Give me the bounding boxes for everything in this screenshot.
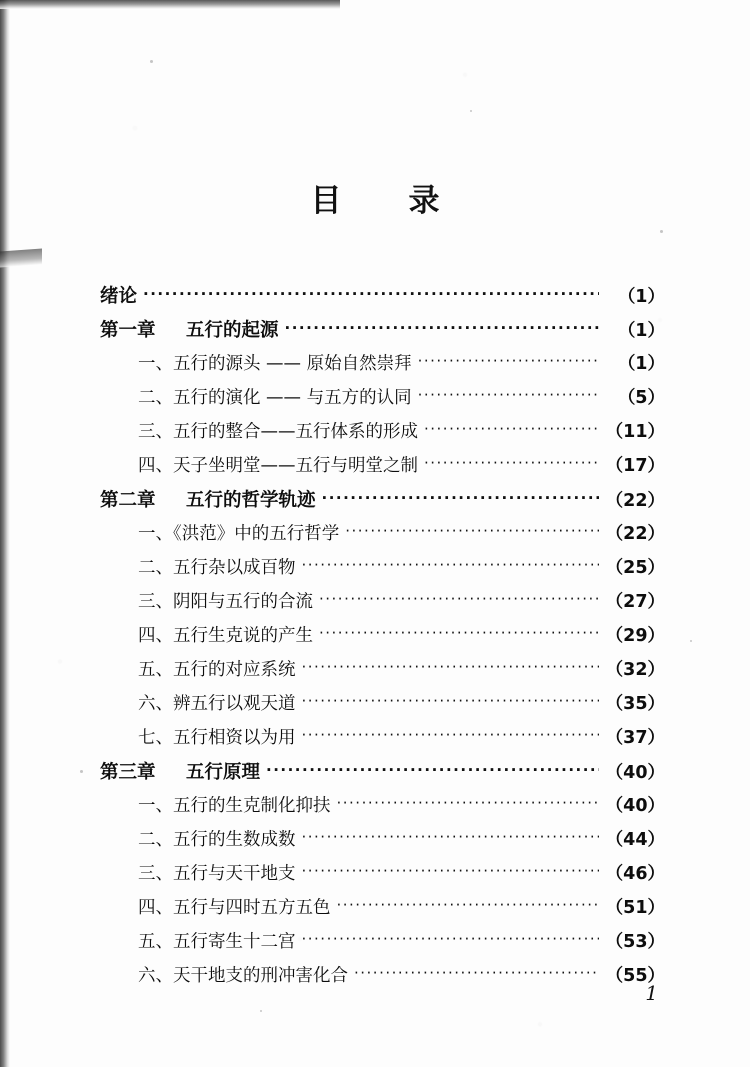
toc-entry-page: （22） [605, 491, 665, 511]
toc-leader-dots [424, 422, 599, 437]
toc-entry-title: 一、五行的源头 —— 原始自然崇拜 [138, 354, 412, 374]
toc-entry-page: （1） [617, 354, 665, 374]
toc-entry[interactable] [100, 826, 665, 860]
toc-entry-page: （1） [617, 321, 665, 341]
toc-leader-dots [337, 898, 600, 913]
toc-entry-page: （11） [605, 422, 665, 442]
toc-entry-page: （55） [605, 966, 665, 986]
toc-entry-title: 五行的起源 [186, 320, 279, 341]
toc-entry[interactable] [100, 418, 665, 452]
toc-leader-dots [302, 830, 600, 845]
toc-entry-title: 四、五行生克说的产生 [138, 626, 313, 646]
toc-entry-page: （32） [605, 660, 665, 680]
toc-leader-dots [302, 694, 600, 709]
toc-entry-page: （5） [617, 388, 665, 408]
toc-entry[interactable] [100, 520, 665, 554]
toc-entry[interactable] [100, 724, 665, 758]
toc-leader-dots [302, 558, 600, 573]
toc-entry-page: （51） [605, 898, 665, 918]
page-title: 目 录 [310, 183, 458, 219]
toc-entry-number: 第三章 [100, 762, 156, 783]
toc-entry-title: 四、五行与四时五方五色 [138, 898, 331, 918]
toc-leader-dots [345, 524, 599, 539]
toc-entry[interactable] [100, 554, 665, 588]
toc-entry-page: （25） [605, 558, 665, 578]
toc-leader-dots [418, 388, 599, 403]
toc-entry-page: （40） [605, 796, 665, 816]
scan-edge-left [0, 0, 10, 1067]
toc-entry[interactable] [100, 452, 665, 486]
toc-entry-page: （29） [605, 626, 665, 646]
toc-leader-dots [418, 354, 599, 369]
toc-entry-page: （17） [605, 456, 665, 476]
toc-entry-title: 一、五行的生克制化抑扶 [138, 796, 331, 816]
toc-entry[interactable] [100, 588, 665, 622]
scan-speck [80, 770, 83, 773]
toc-entry[interactable] [100, 758, 665, 792]
toc-leader-dots [319, 592, 599, 607]
toc-entry-title: 二、五行杂以成百物 [138, 558, 296, 578]
toc-leader-dots [354, 966, 599, 981]
scan-speck [260, 1010, 262, 1012]
toc-leader-dots [319, 626, 599, 641]
toc-entry-page: （44） [605, 830, 665, 850]
toc-entry-title: 六、辨五行以观天道 [138, 694, 296, 714]
toc-entry[interactable] [100, 860, 665, 894]
toc-entry[interactable] [100, 894, 665, 928]
toc-entry-number: 第二章 [100, 490, 156, 511]
toc-entry-page: （53） [605, 932, 665, 952]
toc-entry[interactable] [100, 316, 665, 350]
toc-leader-dots [322, 491, 599, 506]
scan-speck [470, 110, 472, 112]
toc-entry-label [100, 486, 316, 512]
toc-entry-title: 三、五行的整合——五行体系的形成 [138, 422, 418, 442]
toc-entry[interactable] [100, 656, 665, 690]
toc-entry[interactable] [100, 962, 665, 996]
toc-entry-label [100, 316, 279, 342]
toc-entry-number: 第一章 [100, 320, 156, 341]
toc-entry[interactable] [100, 690, 665, 724]
toc-entry-title: 四、天子坐明堂——五行与明堂之制 [138, 456, 418, 476]
toc-entry-title: 三、阴阳与五行的合流 [138, 592, 313, 612]
toc-entry-label [100, 758, 260, 784]
toc-entry-title: 五、五行的对应系统 [138, 660, 296, 680]
toc-leader-dots [424, 456, 599, 471]
toc-entry-title: 二、五行的生数成数 [138, 830, 296, 850]
toc-entry-title: 二、五行的演化 —— 与五方的认同 [138, 388, 412, 408]
toc-entry-page: （46） [605, 864, 665, 884]
scan-speck [690, 640, 692, 642]
toc-leader-dots [302, 728, 600, 743]
page-number: 1 [645, 981, 658, 1005]
toc-entry-page: （1） [617, 287, 665, 307]
toc-entry[interactable] [100, 384, 665, 418]
toc-leader-dots [302, 864, 600, 879]
toc-entry-title: 五、五行寄生十二宫 [138, 932, 296, 952]
toc-entry-title: 三、五行与天干地支 [138, 864, 296, 884]
toc-entry-title: 六、天干地支的刑冲害化合 [138, 966, 348, 986]
scan-speck [660, 230, 663, 233]
toc-leader-dots [302, 660, 600, 675]
toc-entry[interactable] [100, 486, 665, 520]
toc-entry-title: 绪论 [100, 286, 138, 307]
toc-entry-page: （35） [605, 694, 665, 714]
toc-entry[interactable] [100, 622, 665, 656]
toc-entry-page: （27） [605, 592, 665, 612]
toc-entry-title: 五行的哲学轨迹 [186, 490, 316, 511]
scan-edge-notch [0, 249, 42, 268]
toc-entry[interactable] [100, 928, 665, 962]
toc-leader-dots [302, 932, 600, 947]
toc-leader-dots [143, 287, 599, 302]
toc-entry[interactable] [100, 350, 665, 384]
toc-entry-title: 七、五行相资以为用 [138, 728, 296, 748]
toc-leader-dots [337, 796, 600, 811]
toc-entry-title: 五行原理 [186, 762, 261, 783]
scan-speck [150, 60, 153, 63]
scan-edge-top [0, 0, 340, 9]
toc-entry-page: （22） [605, 524, 665, 544]
toc-entry-title: 一、《洪范》中的五行哲学 [138, 524, 340, 544]
toc-leader-dots [285, 321, 599, 336]
toc-entry[interactable] [100, 282, 665, 316]
toc-entry-page: （40） [605, 763, 665, 783]
toc-entry-page: （37） [605, 728, 665, 748]
toc-leader-dots [266, 763, 599, 778]
toc-entry[interactable] [100, 792, 665, 826]
table-of-contents [100, 282, 665, 996]
